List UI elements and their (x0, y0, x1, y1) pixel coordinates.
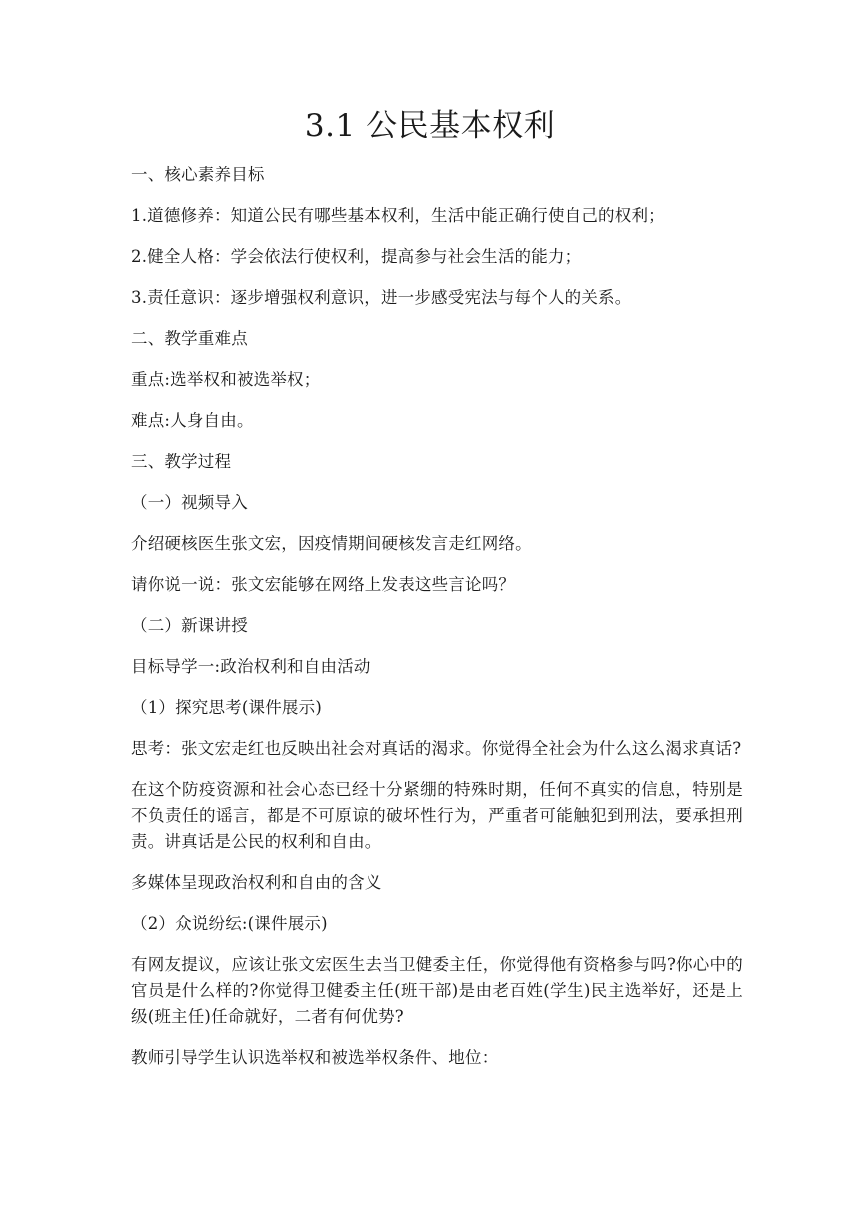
section-heading-process: 三、教学过程 (131, 452, 232, 471)
subsection-new-lesson: （二）新课讲授 (131, 616, 248, 635)
learning-goal-1: 目标导学一:政治权利和自由活动 (131, 657, 371, 676)
paragraph: 思考：张文宏走红也反映出社会对真话的渴求。你觉得全社会为什么这么渴求真话? (131, 739, 742, 758)
subsection-video-intro: （一）视频导入 (131, 493, 248, 512)
goal-item-3: 3.责任意识：逐步增强权利意识，进一步感受宪法与每个人的关系。 (131, 288, 632, 307)
paragraph: 教师引导学生认识选举权和被选举权条件、地位： (131, 1048, 499, 1067)
document-title: 3.1 公民基本权利 (304, 108, 556, 144)
goal-item-2: 2.健全人格：学会依法行使权利，提高参与社会生活的能力； (131, 247, 582, 266)
paragraph: 多媒体呈现政治权利和自由的含义 (131, 873, 382, 892)
activity-explore: （1）探究思考(课件展示) (131, 698, 322, 717)
difficult-point: 难点:人身自由。 (131, 411, 254, 430)
paragraph: 有网友提议，应该让张文宏医生去当卫健委主任，你觉得他有资格参与吗?你心中的官员是什么样的?你觉得卫健委主任(班干部)是由老百姓(学生)民主选举好，还是上级(班主任)任命就好，二者有何优势? (131, 955, 743, 1026)
document-body (131, 162, 743, 1086)
paragraph: 请你说一说：张文宏能够在网络上发表这些言论吗？ (131, 575, 516, 594)
section-heading-key-points: 二、教学重难点 (131, 329, 248, 348)
section-heading-goals: 一、核心素养目标 (131, 165, 265, 184)
goal-item-1: 1.道德修养：知道公民有哪些基本权利，生活中能正确行使自己的权利； (131, 206, 665, 225)
key-point: 重点:选举权和被选举权； (131, 370, 321, 389)
paragraph: 在这个防疫资源和社会心态已经十分紧绷的特殊时期，任何不真实的信息，特别是不负责任的谣言，都是不可原谅的破坏性行为，严重者可能触犯到刑法，要承担刑责。讲真话是公民的权利和自由。 (131, 780, 743, 851)
activity-discussion: （2）众说纷纭:(课件展示) (131, 914, 328, 933)
paragraph: 介绍硬核医生张文宏，因疫情期间硬核发言走红网络。 (131, 534, 532, 553)
